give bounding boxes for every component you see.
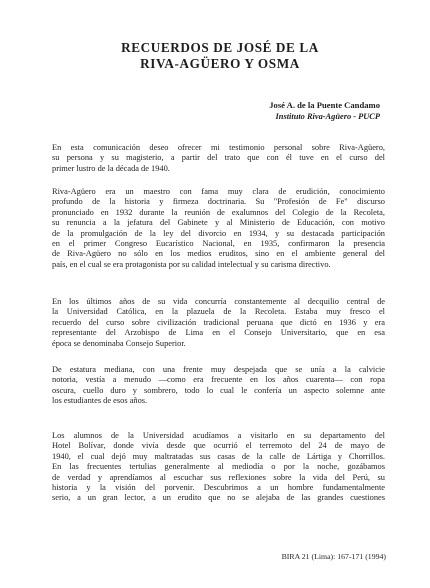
paragraph-3 xyxy=(52,297,385,349)
paragraph-line: En esta comunicación deseo ofrecer mi testimonio personal sobre Riva-Agüero, xyxy=(52,143,385,152)
paragraph-line: En los últimos años de su vida concurría constantemente al decquilio central de xyxy=(52,297,385,306)
title-line-1: RECUERDOS DE JOSÉ DE LA xyxy=(121,40,319,55)
paragraph-5 xyxy=(52,431,385,504)
paragraph-line: serio, a un gran lector, a un erudito que no se alejaba de las grandes cuestiones xyxy=(52,493,385,503)
paragraph-line: recuerdo del curso sobre civilización tradicional peruana que dictó en 1936 y era xyxy=(52,317,385,327)
paragraph-line: profundo de la historia y firmeza doctrinaria. Su "Profesión de Fe" discurso xyxy=(52,197,385,207)
paragraph-2 xyxy=(52,187,385,270)
title-line-2: RIVA-AGÜERO Y OSMA xyxy=(140,56,300,71)
paragraph-4 xyxy=(52,365,385,407)
paragraph-line: de la promulgación de la ley del divorcio en 1934, y su destacada participación xyxy=(52,228,385,238)
paragraph-line: su persona y su magisterio, a partir del trato que con él tuve en el curso del xyxy=(52,153,385,163)
paragraph-line: Hotel Bolívar, donde vivía desde que ocurrió el terremoto del 24 de mayo de xyxy=(52,441,385,451)
paragraph-line: 1940, el cual dejó muy maltratadas sus casas de la calle de Lártiga y Chorrillos. xyxy=(52,451,385,461)
paragraph-line: En las frecuentes tertulias generalmente al mediodía o por la noche, gozábamos xyxy=(52,462,385,472)
paragraph-line: Los alumnos de la Universidad acudíamos a visitarlo en su departamento del xyxy=(52,431,385,440)
paragraph-line: oscura, cuello duro y sombrero, todo lo cual le confería un aspecto solemne ante xyxy=(52,385,385,395)
paragraph-line: de Riva-Agüero no sólo en los medios eruditos, sino en el ambiente general del xyxy=(52,249,385,259)
paragraph-line: pronunciado en 1932 durante la reunión de exalumnos del Colegio de la Recoleta, xyxy=(52,207,385,217)
paragraph-line: representante del Arzobispo de Lima en el Consejo Universitario, que en esa xyxy=(52,328,385,338)
paragraph-line: país, en el cual se era protagonista por su calidad intelectual y su carisma directivo. xyxy=(52,259,331,269)
paragraph-line: los estudiantes de esos años. xyxy=(52,396,148,406)
journal-citation: BIRA 21 (Lima): 167-171 (1994) xyxy=(281,552,386,561)
paragraph-line: la Universidad Católica, en la plazuela de la Recoleta. Estaba muy fresco el xyxy=(52,307,385,317)
author-name: José A. de la Puente Candamo xyxy=(269,100,380,110)
paragraph-line: su renuncia a la jefatura del Gabinete y al Ministerio de Educación, con motivo xyxy=(52,218,385,228)
paragraph-line: de verdad y aprendíamos al escuchar sus reflexiones sobre la vida del Perú, su xyxy=(52,472,385,482)
paragraph-line: notoria, vestía a menudo —como era frecuente en los años cuarenta— con ropa xyxy=(52,375,385,385)
author-affiliation: Instituto Riva-Agüero - PUCP xyxy=(275,112,380,121)
paragraph-line: Riva-Agüero era un maestro con fama muy clara de erudición, conocimiento xyxy=(52,187,385,196)
paragraph-line: historia y la visión del porvenir. Descubrimos a un hombre fundamentalmente xyxy=(52,482,385,492)
paragraph-line: época se denominaba Consejo Superior. xyxy=(52,338,186,348)
paragraph-line: De estatura mediana, con una frente muy despejada que se unía a la calvicie xyxy=(52,365,385,374)
paragraph-line: primer lustro de la década de 1940. xyxy=(52,163,170,173)
paragraph-line: en el primer Congreso Eucarístico Nacional, en 1935, confirmaron la presencia xyxy=(52,238,385,248)
paragraph-1 xyxy=(52,143,385,174)
